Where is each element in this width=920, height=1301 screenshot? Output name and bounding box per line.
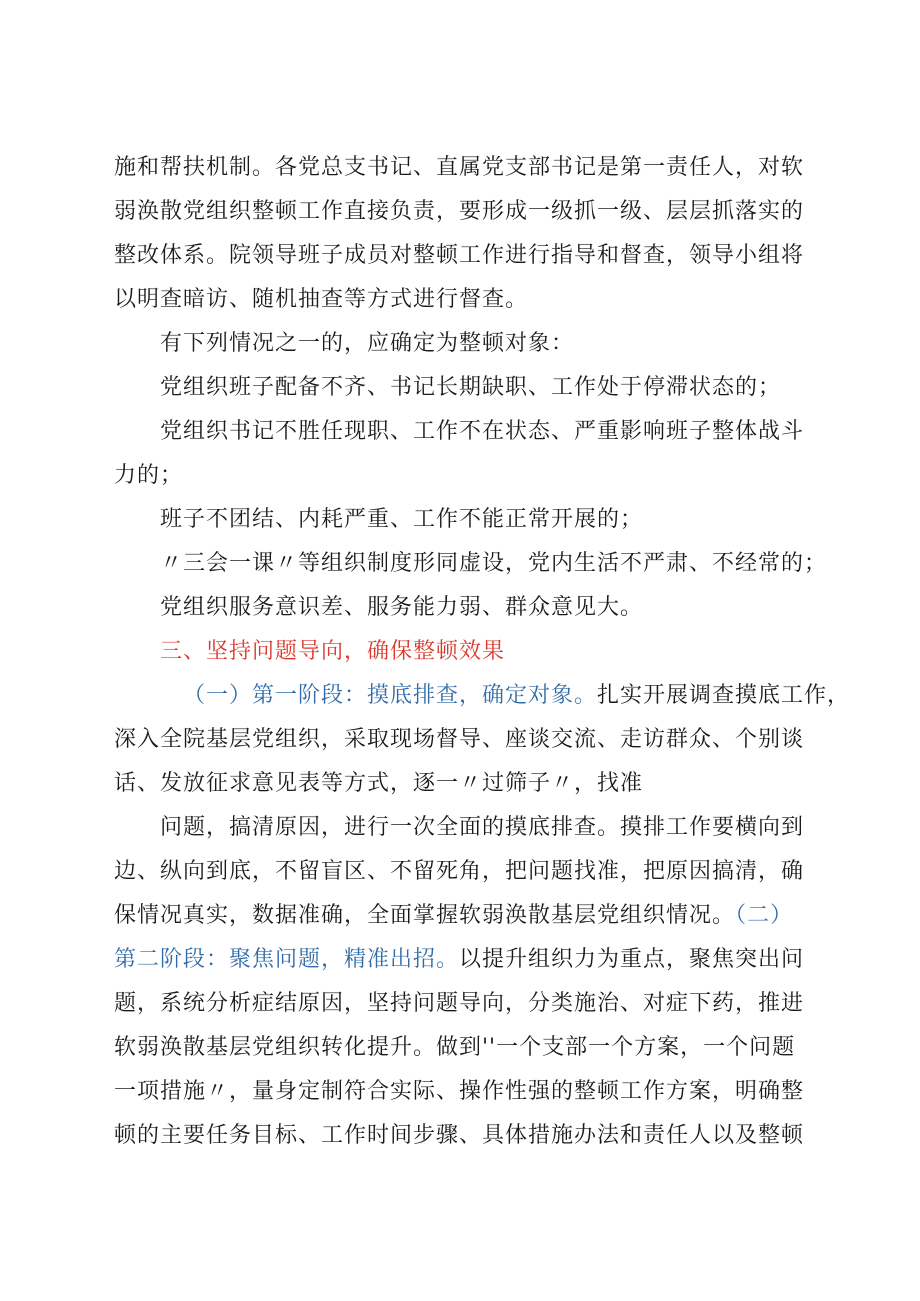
paragraph-line: 顿的主要任务目标、工作时间步骤、具体措施办法和责任人以及整顿 bbox=[114, 1123, 805, 1148]
stage-one-text: 扎实开展调查摸底工作， bbox=[597, 683, 851, 708]
paragraph-line: 力的； bbox=[114, 463, 184, 488]
stage-two-text: 以提升组织力为重点，聚焦突出问 bbox=[459, 947, 805, 972]
list-item: 〃三会一课〃等组织制度形同虚设，党内生活不严肃、不经常的； bbox=[160, 551, 828, 576]
list-item: 党组织班子配备不齐、书记长期缺职、工作处于停滞状态的； bbox=[160, 375, 782, 400]
paragraph-line: 弱涣散党组织整顿工作直接负责，要形成一级抓一级、层层抓落实的 bbox=[114, 199, 805, 224]
paragraph-line: 整改体系。院领导班子成员对整顿工作进行指导和督查，领导小组将 bbox=[114, 243, 805, 268]
list-item: 党组织服务意识差、服务能力弱、群众意见大。 bbox=[160, 595, 644, 620]
paragraph-line: 以明查暗访、随机抽查等方式进行督查。 bbox=[114, 287, 529, 312]
stage-one-line bbox=[183, 680, 850, 712]
stage-one-heading: （一）第一阶段：摸底排查，确定对象。 bbox=[183, 683, 598, 708]
paragraph-line: 有下列情况之一的，应确定为整顿对象： bbox=[160, 331, 575, 356]
section-heading: 三、坚持问题导向，确保整顿效果 bbox=[160, 639, 506, 664]
list-item: 党组织书记不胜任现职、工作不在状态、严重影响班子整体战斗 bbox=[160, 419, 805, 444]
paragraph-line bbox=[114, 900, 793, 932]
stage-two-line bbox=[114, 944, 804, 976]
stage-one-ending: 保情况真实，数据准确，全面掌握软弱涣散基层党组织情况。 bbox=[114, 903, 736, 928]
paragraph-line: 边、纵向到底，不留盲区、不留死角，把问题找准，把原因搞清，确 bbox=[114, 859, 805, 884]
stage-two-heading: 第二阶段：聚焦问题，精准出招。 bbox=[114, 947, 460, 972]
paragraph-line: 问题，搞清原因，进行一次全面的摸底排查。摸排工作要横向到 bbox=[160, 815, 805, 840]
paragraph-line: 话、发放征求意见表等方式，逐一〃过筛子〃，找准 bbox=[114, 771, 644, 796]
stage-two-prefix: （二） bbox=[735, 903, 794, 928]
paragraph-line: 软弱涣散基层党组织转化提升。做到''一个支部一个方案，一个问题 bbox=[114, 1035, 796, 1060]
paragraph-line: 题，系统分析症结原因，坚持问题导向，分类施治、对症下药，推进 bbox=[114, 991, 805, 1016]
paragraph-line: 深入全院基层党组织，采取现场督导、座谈交流、走访群众、个别谈 bbox=[114, 727, 805, 752]
list-item: 班子不团结、内耗严重、工作不能正常开展的； bbox=[160, 507, 644, 532]
paragraph-line: 一项措施〃，量身定制符合实际、操作性强的整顿工作方案，明确整 bbox=[114, 1079, 805, 1104]
paragraph-line: 施和帮扶机制。各党总支书记、直属党支部书记是第一责任人，对软 bbox=[114, 155, 805, 180]
